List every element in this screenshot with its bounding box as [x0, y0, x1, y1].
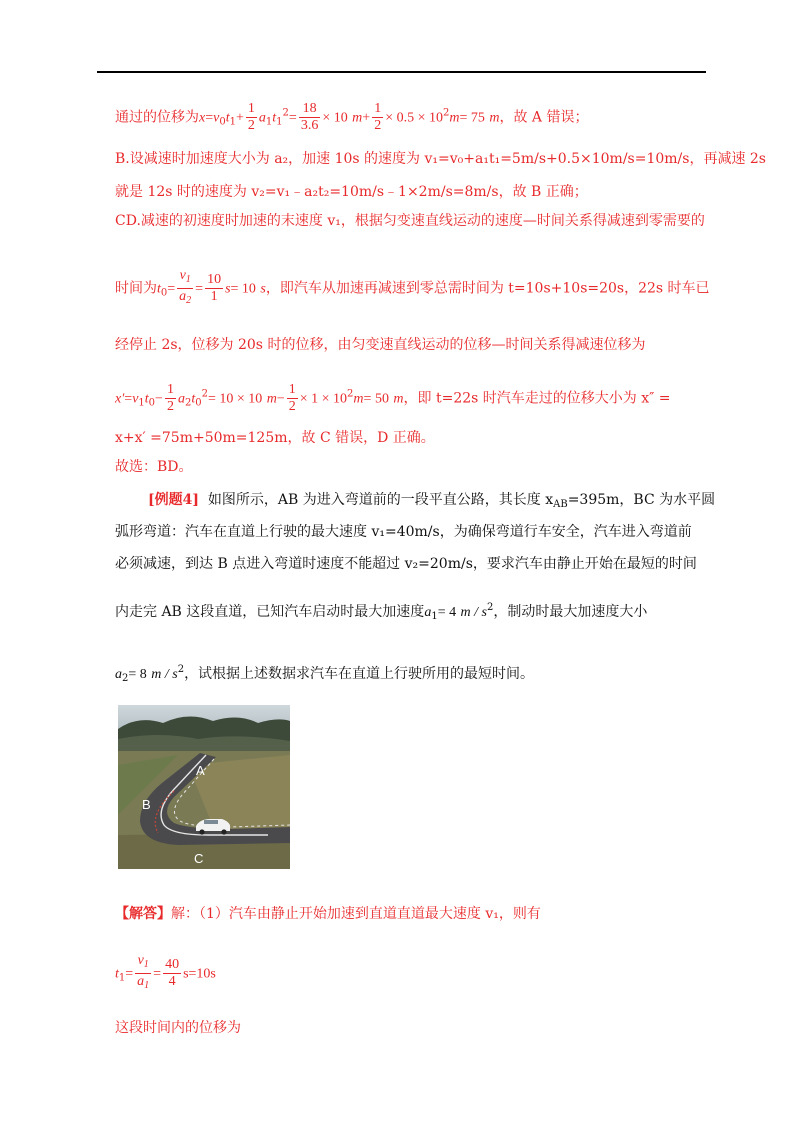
point-a-label: A: [196, 763, 205, 778]
point-b-label: B: [142, 797, 151, 812]
solution-line: 【解答】解：（1）汽车由静止开始加速到直道直道最大速度 v₁，则有: [115, 906, 541, 922]
fraction: $\frac{40}{4}$: [165, 957, 180, 989]
displacement-line: 通过的位移为$x=v_0t_1+$ $\frac{1}{2}$ $a_1t_1^2=$ $\frac{18}{3.6}$ × 10 m+ $\frac{1}{2}$ × $0.5 \times 10^2m= 75$ m，故 A 错误；: [115, 101, 589, 133]
example-line-4: 内走完 AB 这段直道，已知汽车启动时最大加速度$a_1= 4$ m / $s^2$，制动时最大加速度大小: [115, 602, 648, 622]
decel-displacement-line: $x'=v_1t_0-$ $\frac{1}{2}$ $a_2t_0^2= 10 \times 10$ m− $\frac{1}{2}$ × $1 \times 10^2m= 50$ m，即 t=22s 时汽车走过的位移大小为 x″ =: [115, 382, 671, 414]
total-displacement-line: x+x′ =75m+50m=125m，故 C 错误，D 正确。: [115, 430, 435, 446]
fraction: $\frac{1}{2}$: [374, 101, 382, 133]
option-b-line-2: 就是 12s 时的速度为 v₂=v₁﹣a₂t₂=10m/s﹣1×2m/s=8m/s，故 B 正确；: [115, 184, 588, 200]
time-line: 时间为$t_0=$ $\frac{v_1}{a_2}$ = $\frac{10}{1}$ s= 10 s，即汽车从加速再减速到零总需时间为 t=10s+10s=20s，22s 时车已: [115, 268, 710, 309]
fraction: $\frac{1}{2}$: [247, 101, 255, 133]
solution-tag: 【解答】: [115, 906, 171, 922]
option-cd-line: CD.减速的初速度时加速的末速度 v₁，根据匀变速直线运动的速度—时间关系得减速到零需要的: [115, 213, 705, 229]
solution-formula: $t_1=$ $\frac{v_1}{a_1}$ = $\frac{40}{4}$ s=10s: [115, 953, 216, 994]
example-line-1: [例题4] 如图所示，AB 为进入弯道前的一段平直公路，其长度 $x_{AB}=395m$，BC 为水平圆: [148, 492, 716, 510]
example-line-5: $a_2= 8$ m / $s^2$，试根据上述数据求汽车在直道上行驶所用的最短时间。: [115, 664, 535, 684]
point-c-label: C: [194, 851, 204, 866]
fraction: $\frac{v_1}{a_2}$: [179, 268, 192, 306]
fraction: $\frac{1}{2}$: [288, 382, 296, 414]
example-line-3: 必须减速，到达 B 点进入弯道时速度不能超过 v₂=20m/s，要求汽车由静止开始在最短的时间: [115, 556, 697, 572]
fraction: $\frac{18}{3.6}$: [300, 101, 319, 133]
fraction: $\frac{1}{2}$: [166, 382, 174, 414]
fraction: $\frac{v_1}{a_1}$: [137, 953, 150, 991]
example-tag: [例题4]: [148, 492, 199, 508]
fraction: $\frac{10}{1}$: [207, 272, 222, 304]
header-rule: [97, 71, 706, 73]
road-curve-photo: [118, 705, 290, 869]
example-line-2: 弧形弯道：汽车在直道上行驶的最大速度 v₁=40m/s，为确保弯道行车安全，汽车进入弯道前: [115, 524, 692, 540]
stop-line: 经停止 2s，位移为 20s 时的位移，由匀变速直线运动的位移—时间关系得减速位移为: [115, 337, 646, 353]
solution-after-line: 这段时间内的位移为: [115, 1020, 241, 1036]
option-b-line-1: B.设减速时加速度大小为 a₂，加速 10s 的速度为 v₁=v₀+a₁t₁=5m/s+0.5×10m/s=10m/s，再减速 2s: [115, 151, 766, 167]
answer-line: 故选：BD。: [115, 459, 193, 475]
